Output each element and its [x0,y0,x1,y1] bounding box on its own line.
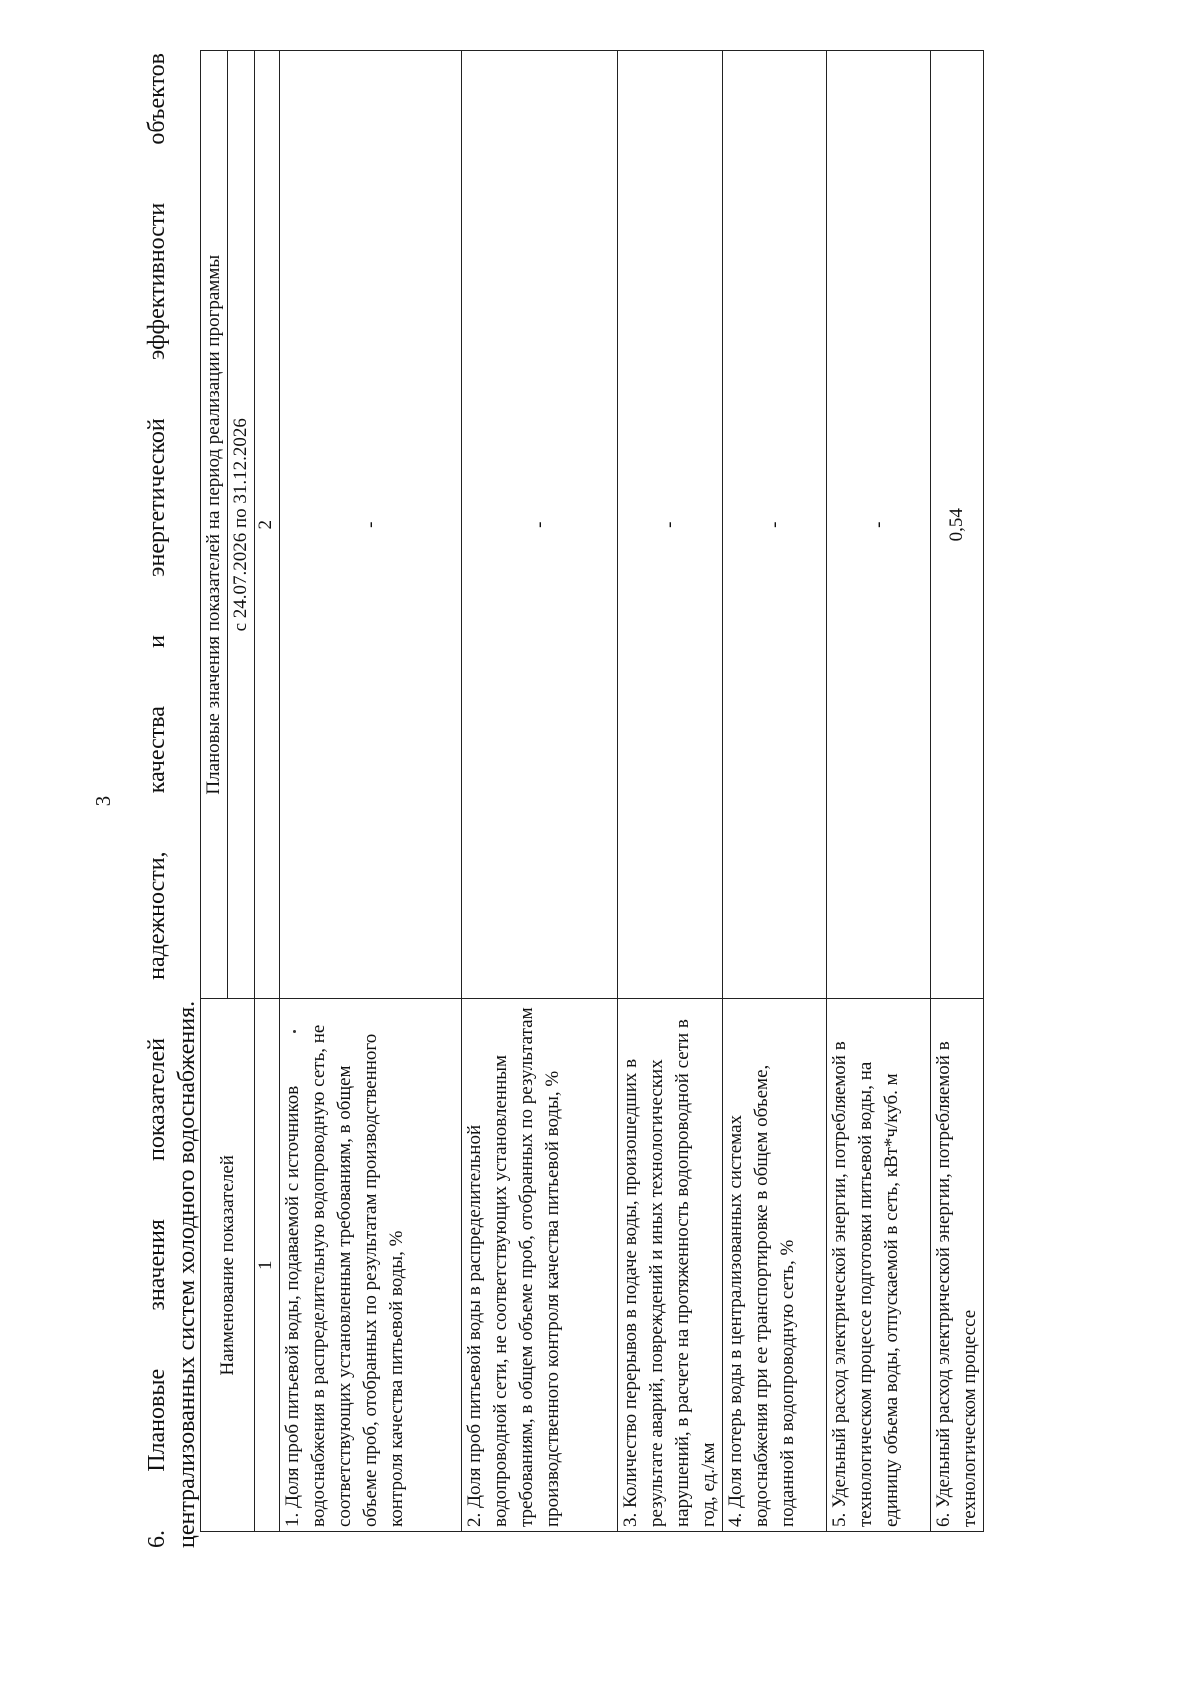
indicator-value: - [462,51,618,999]
table-row [462,51,618,1532]
table-row [931,51,984,1532]
stray-mark [293,1030,296,1033]
table-row [280,51,462,1532]
indicator-value: - [280,51,462,999]
heading-line-1 [142,53,172,1548]
column-number: 1 [255,999,280,1532]
indicator-value: - [827,51,931,999]
heading-word: качества [144,706,170,794]
rotated-sheet [142,53,1142,1548]
indicator-name: 2. Доля проб питьевой воды в распределительной водопроводной сети, не соответствующих установленным требованиям, в общем объеме проб, отобранных по результатам производственного контроля качества питьевой воды, % [462,999,618,1532]
section-heading [142,53,202,1548]
column-number-row [255,51,280,1532]
heading-word: эффективности [144,202,170,361]
header-planned-values: Плановые значения показателей на период реализации программы [201,51,228,999]
header-period: с 24.07.2026 по 31.12.2026 [228,51,255,999]
indicator-name: 4. Доля потерь воды в централизованных системах водоснабжения при ее транспортировке в общем объеме, поданной в водопроводную сеть, % [723,999,827,1532]
indicator-name: 5. Удельный расход электрической энергии, потребляемой в технологическом процессе подготовки питьевой воды, на единицу объема воды, отпускаемой в сеть, кВт*ч/куб. м [827,999,931,1532]
heading-word: 6. [144,1530,170,1548]
heading-word: надежности, [144,851,170,980]
indicator-value: - [723,51,827,999]
table-row [723,51,827,1532]
indicator-value: 0,54 [931,51,984,999]
indicator-name: 6. Удельный расход электрической энергии, потребляемой в технологическом процессе [931,999,984,1532]
heading-word: значения [144,1219,170,1311]
heading-word: энергетической [144,418,170,577]
heading-word: и [144,635,170,648]
heading-word: Плановые [144,1368,170,1472]
table-row [618,51,723,1532]
heading-word: объектов [144,53,170,145]
page-number: 3 [91,795,115,807]
header-indicator-name: Наименование показателей [201,999,255,1532]
indicator-name: 1. Доля проб питьевой воды, подаваемой с источников водоснабжения в распределительную водопроводную сеть, не соответствующих установленным требованиям, в общем объеме проб, отобранных по результатам производственного контроля качества питьевой воды, % [280,999,462,1532]
indicator-value: - [618,51,723,999]
table-row [827,51,931,1532]
table-header-row [201,51,228,1532]
heading-word: показателей [144,1038,170,1161]
column-number: 2 [255,51,280,999]
heading-line-2: централизованных систем холодного водоснабжения. [174,1000,200,1548]
indicators-table [200,50,984,1532]
indicator-name: 3. Количество перерывов в подаче воды, произошедших в результате аварий, повреждений и иных технологических нарушений, в расчете на протяженность водопроводной сети в год, ед./км [618,999,723,1532]
